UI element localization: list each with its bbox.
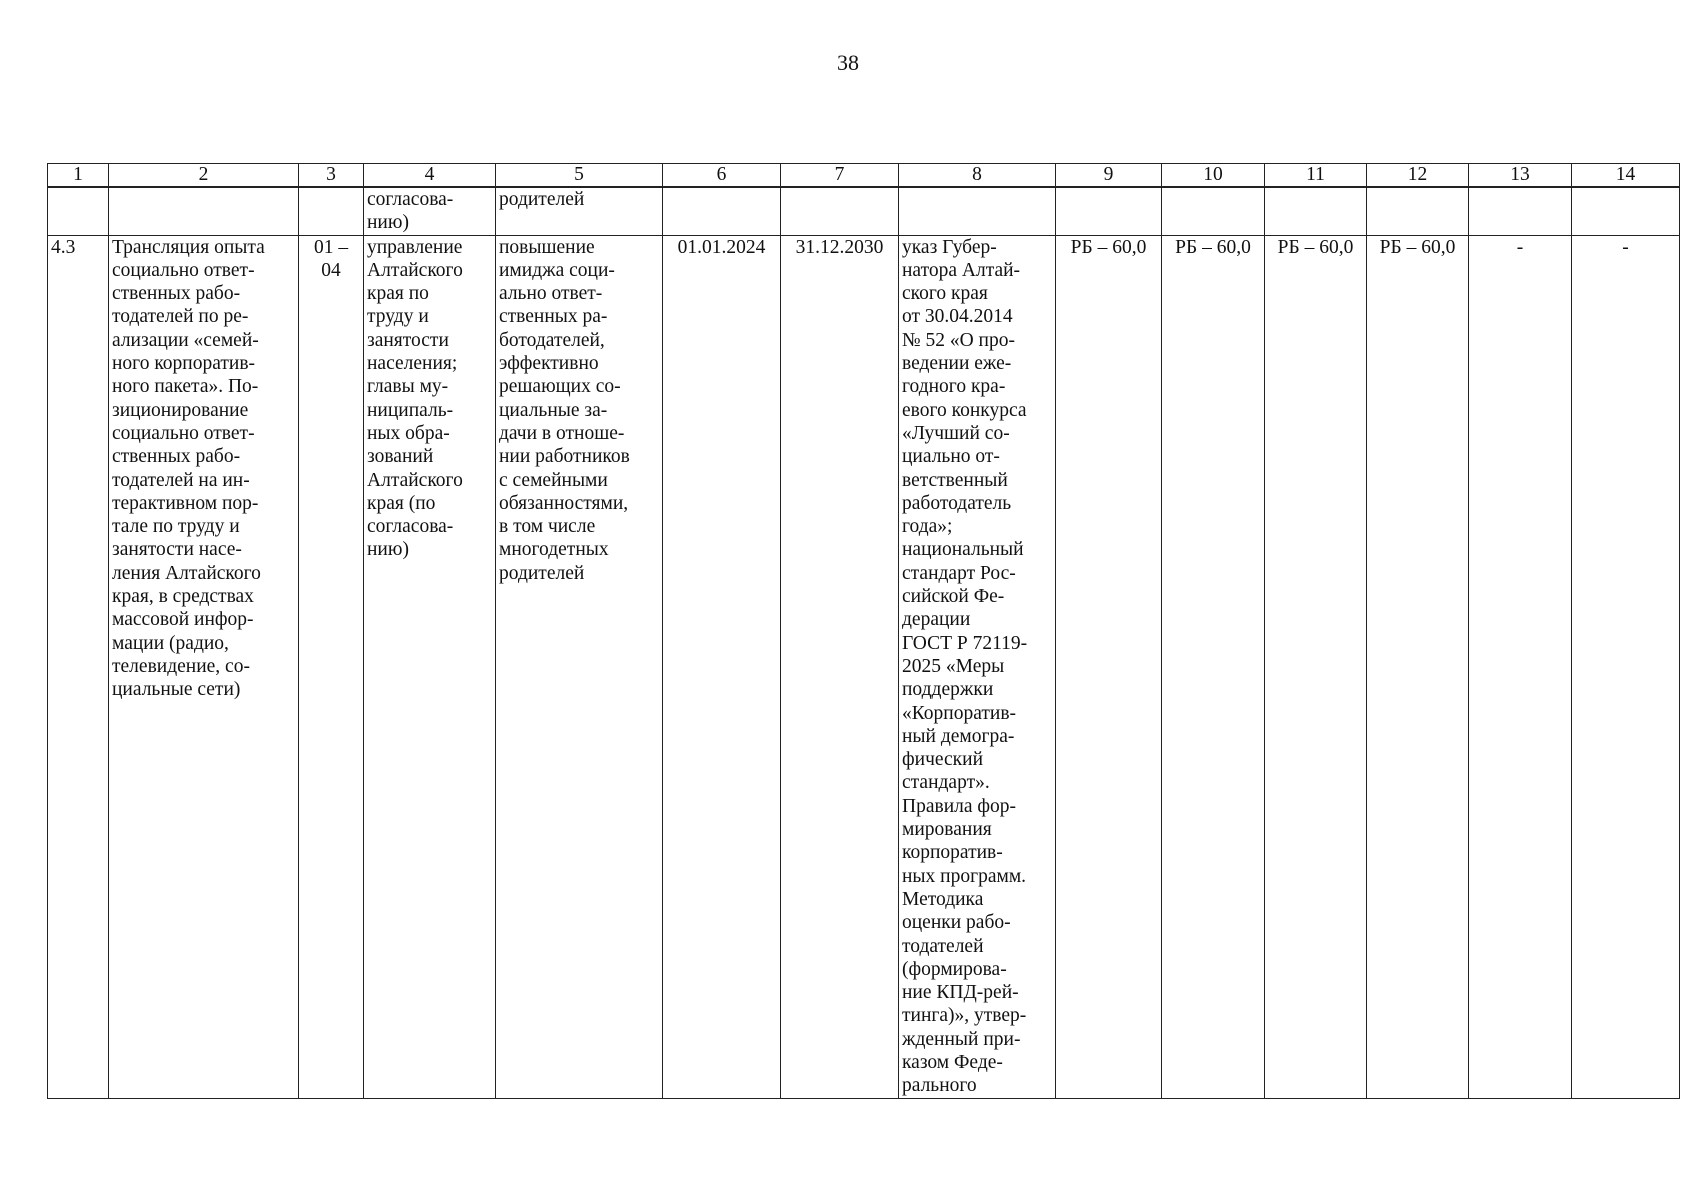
cont-funding-cell-11 (1265, 187, 1367, 235)
funding-cell-11: РБ – 60,0 (1265, 235, 1367, 1098)
legal-basis-cell: указ Губер- натора Алтай- ского края от 30.04.2014 № 52 «О про- ведении еже- годного кра- евого конкурса «Лучший со- циально от- ветственный работодатель года»; национальный стандарт Рос- сийской Фе- дерации ГОСТ Р 72119- 2025 «Меры поддержки «Корпоратив- ный демогра- фический стандарт». Правила фор- мирования корпоратив- ных программ. Методика оценки рабо- тодателей (формирова- ние КПД-рей- тинга)», утвер- жденный при- казом Феде- рального (899, 235, 1056, 1098)
table-row-4-3 (48, 235, 1680, 1098)
term-cell: 01 – 04 (299, 235, 364, 1098)
expected-result-cell: повышение имиджа соци- ально ответ- ственных ра- ботодателей, эффективно решающих со- циальные за- дачи в отноше- нии работников с семейными обязанностями, в том числе многодетных родителей (496, 235, 663, 1098)
funding-cell-13: - (1469, 235, 1572, 1098)
cont-funding-cell-13 (1469, 187, 1572, 235)
cont-start-date-cell (663, 187, 781, 235)
column-number-header-row (48, 164, 1680, 188)
cont-measure-cell (109, 187, 299, 235)
column-header-12: 12 (1367, 164, 1469, 188)
executor-cell: управление Алтайского края по труду и занятости населения; главы му- ниципаль- ных обра- зований Алтайского края (по согласова- нию) (364, 235, 496, 1098)
column-header-8: 8 (899, 164, 1056, 188)
column-header-3: 3 (299, 164, 364, 188)
column-header-5: 5 (496, 164, 663, 188)
item-number-cell: 4.3 (48, 235, 109, 1098)
column-header-11: 11 (1265, 164, 1367, 188)
cont-funding-cell-14 (1572, 187, 1680, 235)
cont-funding-cell-12 (1367, 187, 1469, 235)
cont-funding-cell-10 (1162, 187, 1265, 235)
column-header-1: 1 (48, 164, 109, 188)
page-number: 38 (837, 50, 859, 75)
cont-basis-cell (899, 187, 1056, 235)
measures-table (47, 163, 1680, 1099)
cont-funding-cell-9 (1056, 187, 1162, 235)
cont-term-cell (299, 187, 364, 235)
cont-number-cell (48, 187, 109, 235)
funding-cell-14: - (1572, 235, 1680, 1098)
column-header-10: 10 (1162, 164, 1265, 188)
end-date-cell: 31.12.2030 (781, 235, 899, 1098)
column-header-13: 13 (1469, 164, 1572, 188)
start-date-cell: 01.01.2024 (663, 235, 781, 1098)
column-header-14: 14 (1572, 164, 1680, 188)
column-header-6: 6 (663, 164, 781, 188)
measure-description-cell: Трансляция опыта социально ответ- ственных рабо- тодателей по ре- ализации «семей- ного корпоратив- ного пакета». По- зиционирование социально ответ- ственных рабо- тодателей на ин- терактивном пор- тале по труду и занятости насе- ления Алтайского края, в средствах массовой инфор- мации (радио, телевидение, со- циальные сети) (109, 235, 299, 1098)
column-header-9: 9 (1056, 164, 1162, 188)
continuation-row (48, 187, 1680, 235)
cont-end-date-cell (781, 187, 899, 235)
cont-result-cell: родителей (496, 187, 663, 235)
funding-cell-10: РБ – 60,0 (1162, 235, 1265, 1098)
column-header-2: 2 (109, 164, 299, 188)
funding-cell-9: РБ – 60,0 (1056, 235, 1162, 1098)
funding-cell-12: РБ – 60,0 (1367, 235, 1469, 1098)
column-header-4: 4 (364, 164, 496, 188)
cont-executor-cell: согласова- нию) (364, 187, 496, 235)
column-header-7: 7 (781, 164, 899, 188)
